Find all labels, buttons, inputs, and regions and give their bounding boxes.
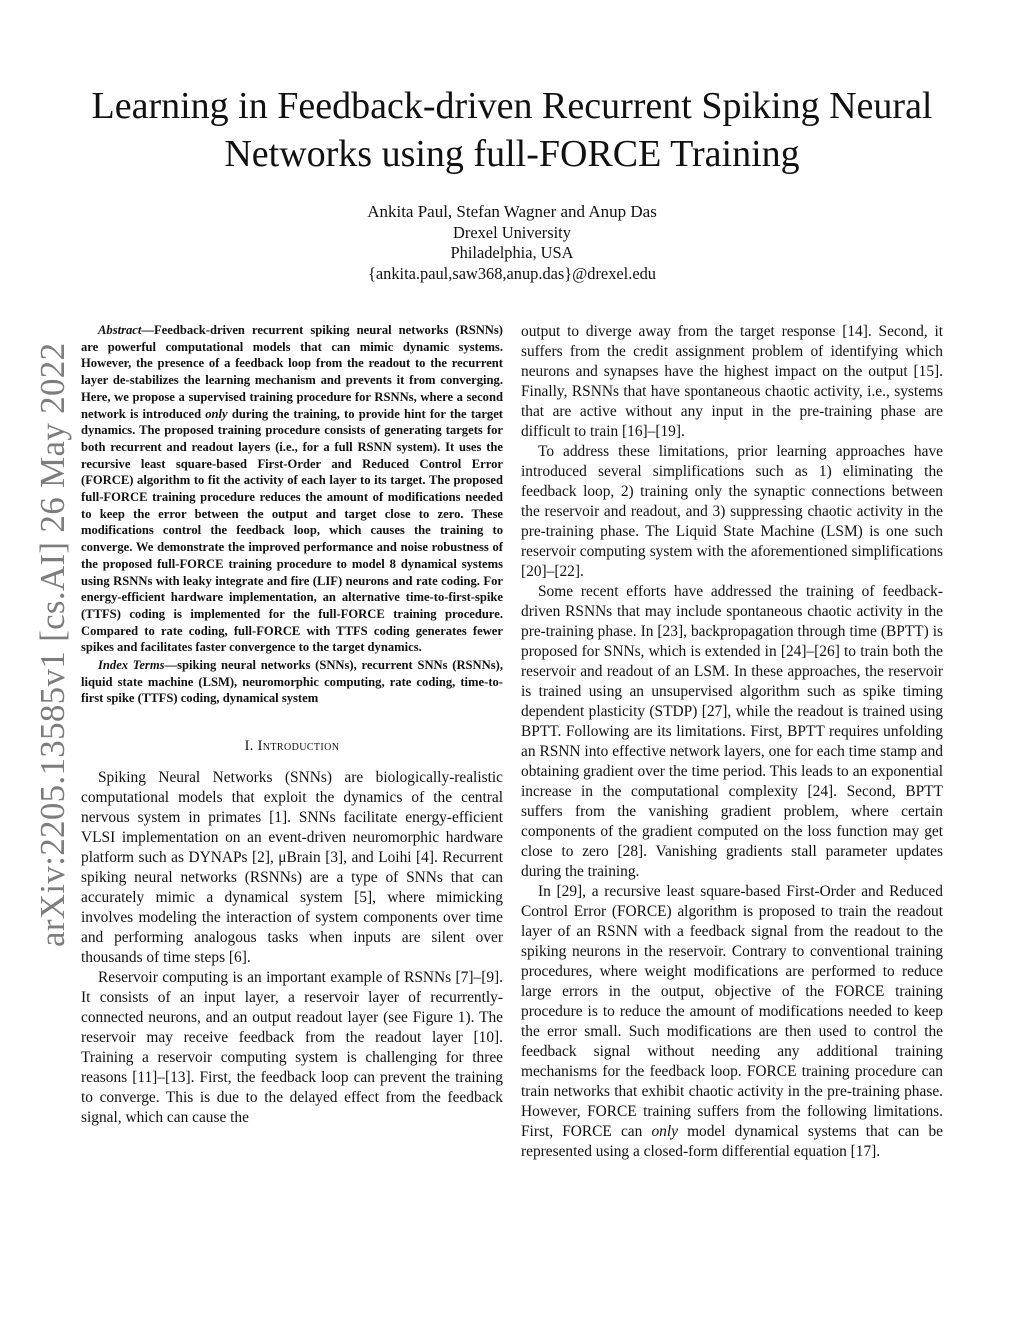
author-location: Philadelphia, USA [450,243,574,262]
left-column [81,322,503,1128]
abstract-text-part-2: during the training, to provide hint for the target dynamics. The proposed training procedure consists of generating targets for both recurrent and readout layers (i.e., for a full RSNN system). It uses the recursive least square-based First-Order and Reduced Control Error (FORCE) algorithm to fit the activity of each layer to its target. The proposed full-FORCE training procedure reduces the amount of modifications needed to keep the error between the output and target close to zero. These modifications control the feedback loop, which causes the training to converge. We demonstrate the improved performance and noise robustness of the proposed full-FORCE training procedure to model 8 dynamical systems using RSNNs with leaky integrate and fire (LIF) neurons and rate coding. For energy-efficient hardware implementation, an alternative time-to-first-spike (TTFS) coding is implemented for the full-FORCE training procedure. Compared to rate coding, full-FORCE with TTFS coding generates fewer spikes and facilitates faster convergence to the target dynamics. [81,406,503,655]
paragraph-6-text-part-2: model dynamical systems that can be represented using a closed-form differential equation [17]. [521,1123,943,1160]
abstract-emphasis: only [205,406,228,421]
abstract-text-part-1: —Feedback-driven recurrent spiking neural networks (RSNNs) are powerful computational models that can mimic dynamic systems. However, the presence of a feedback loop from the readout to the recurrent layer de-stabilizes the learning mechanism and prevents it from converging. Here, we propose a supervised training procedure for RSNNs, where a second network is introduced [81,323,503,421]
section-numeral: I. [244,738,258,755]
intro-paragraph-5: Some recent efforts have addressed the training of feedback-driven RSNNs that may include spontaneous chaotic activity in the pre-training phase. In [23], backpropagation through time (BPTT) is proposed for SNNs, which is extended in [24]–[26] to train both the reservoir and readout of an LSM. In these approaches, the reservoir is trained using an unsupervised algorithm such as spike timing dependent plasticity (STDP) [27], while the readout is trained using BPTT. Following are its limitations. First, BPTT requires unfolding an RSNN into effective network layers, one for each time stamp and obtaining gradient over the time period. This leads to an exponential increase in the computational complexity [24]. Second, BPTT suffers from the vanishing gradient problem, where certain components of the gradient computed on the loss function may get close to zero [28]. Vanishing gradients stall parameter updates during the training. [521,583,943,880]
intro-paragraph-4: To address these limitations, prior learning approaches have introduced several simplifications such as 1) eliminating the feedback loop, 2) training only the synaptic connections between the reservoir and readout, and 3) suppressing chaotic activity in the pre-training phase. The Liquid State Machine (LSM) is one such reservoir computing system with the aforementioned simplifications [20]–[22]. [521,443,943,580]
arxiv-identifier: arXiv:2205.13585v1 [cs.AI] 26 May 2022 [33,342,72,948]
index-terms-label: Index Terms [98,658,165,673]
intro-paragraph-3: output to diverge away from the target response [14]. Second, it suffers from the credit assignment problem of identifying which neurons and synapses have the highest impact on the output [15]. Finally, RSNNs that have spontaneous chaotic activity, i.e., systems that are active without any input in the pre-training phase are difficult to train [16]–[19]. [521,323,943,440]
paper-title: Learning in Feedback-driven Recurrent Spiking Neural Networks using full-FORCE Training [91,85,933,175]
abstract [81,322,503,656]
intro-paragraph-6 [521,882,943,1162]
author-block [200,202,824,284]
author-email: {ankita.paul,saw368,anup.das}@drexel.edu [368,263,656,283]
author-affiliation: Drexel University [453,222,571,242]
paragraph-6-text-part-1: In [29], a recursive least square-based First-Order and Reduced Control Error (FORCE) algorithm is proposed to train the readout layer of an RSNN with a feedback signal from the readout to the spiking neurons in the reservoir. Contrary to conventional training procedures, where weight modifications are performed to reduce large errors in the output, objective of the FORCE training procedure is to reduce the amount of modifications needed to keep the error small. Such modifications are then used to control the feedback signal without needing any additional training mechanisms for the feedback loop. FORCE training procedure can train networks that exhibit chaotic activity in the pre-training phase. However, FORCE training suffers from the following limitations. First, FORCE can [521,883,943,1140]
paragraph-6-emphasis: only [651,1123,678,1140]
index-terms [81,657,503,707]
right-column [521,322,943,1162]
section-heading-introduction [81,738,503,755]
section-name: Introduction [257,738,340,755]
intro-paragraph-1: Spiking Neural Networks (SNNs) are biologically-realistic computational models that exploit the dynamics of the central nervous system in primates [1]. SNNs facilitate energy-efficient VLSI implementation on an event-driven neuromorphic hardware platform such as DYNAPs [2], μBrain [3], and Loihi [4]. Recurrent spiking neural networks (RSNNs) are a type of SNNs that can accurately mimic a dynamical system [5], where mimicking involves modeling the interaction of system components over time and performing analogous tasks when inputs are silent over thousands of time steps [6]. [81,769,503,967]
intro-paragraph-2: Reservoir computing is an important example of RSNNs [7]–[9]. It consists of an input layer, a reservoir layer of recurrently-connected neurons, and an output readout layer (see Figure 1). The reservoir may receive feedback from the readout layer [10]. Training a reservoir computing system is challenging for three reasons [11]–[13]. First, the feedback loop can prevent the training to converge. This is due to the delayed effect from the feedback signal, which can cause the [81,969,503,1127]
abstract-label: Abstract [98,323,142,337]
author-names: Ankita Paul, Stefan Wagner and Anup Das [367,202,657,221]
index-terms-text: —spiking neural networks (SNNs), recurrent SNNs (RSNNs), liquid state machine (LSM), neuromorphic computing, rate coding, time-to-first spike (TTFS) coding, dynamical system [81,658,503,706]
